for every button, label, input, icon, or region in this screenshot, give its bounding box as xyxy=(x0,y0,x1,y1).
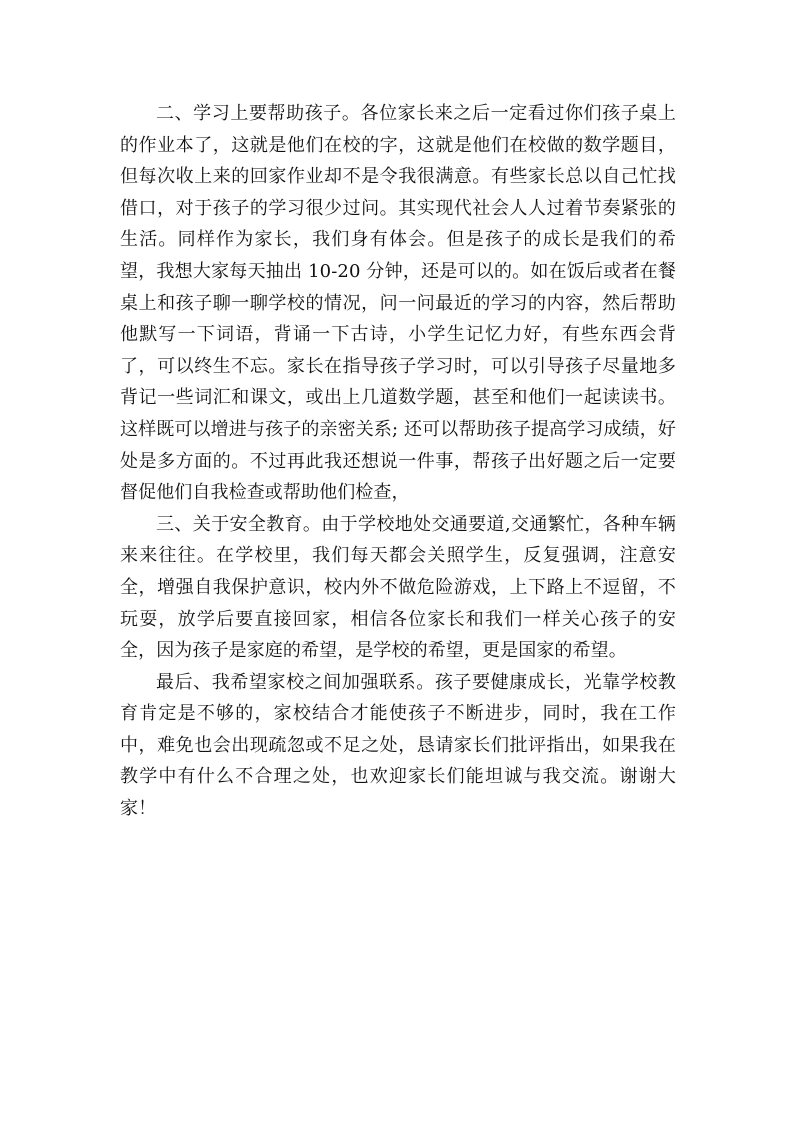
paragraph-closing: 最后、我希望家校之间加强联系。孩子要健康成长，光靠学校教育肯定是不够的，家校结合才能使孩子不断进步，同时，我在工作中，难免也会出现疏忽或不足之处，恳请家长们批评指出，如果我在教学中有什么不合理之处，也欢迎家长们能坦诚与我交流。谢谢大家！ xyxy=(120,671,676,820)
paragraph-safety-education: 三、关于安全教育。由于学校地处交通要道,交通繁忙，各种车辆来来往往。在学校里，我们每天都会关照学生，反复强调，注意安全，增强自我保护意识，校内外不做危险游戏，上下路上不逗留，不玩耍，放学后要直接回家，相信各位家长和我们一样关心孩子的安全，因为孩子是家庭的希望，是学校的希望，更是国家的希望。 xyxy=(120,513,676,662)
document-body xyxy=(120,98,676,825)
paragraph-homework-help: 二、学习上要帮助孩子。各位家长来之后一定看过你们孩子桌上的作业本了，这就是他们在校的字，这就是他们在校做的数学题目，但每次收上来的回家作业却不是令我很满意。有些家长总以自己忙找借口，对于孩子的学习很少过问。其实现代社会人人过着节奏紧张的生活。同样作为家长，我们身有体会。但是孩子的成长是我们的希望，我想大家每天抽出 10-20 分钟，还是可以的。如在饭后或者在餐桌上和孩子聊一聊学校的情况，问一问最近的学习的内容，然后帮助他默写一下词语，背诵一下古诗，小学生记忆力好，有些东西会背了，可以终生不忘。家长在指导孩子学习时，可以引导孩子尽量地多背记一些词汇和课文，或出上几道数学题，甚至和他们一起读读书。这样既可以增进与孩子的亲密关系; 还可以帮助孩子提高学习成绩，好处是多方面的。不过再此我还想说一件事，帮孩子出好题之后一定要督促他们自我检查或帮助他们检查， xyxy=(120,103,676,504)
